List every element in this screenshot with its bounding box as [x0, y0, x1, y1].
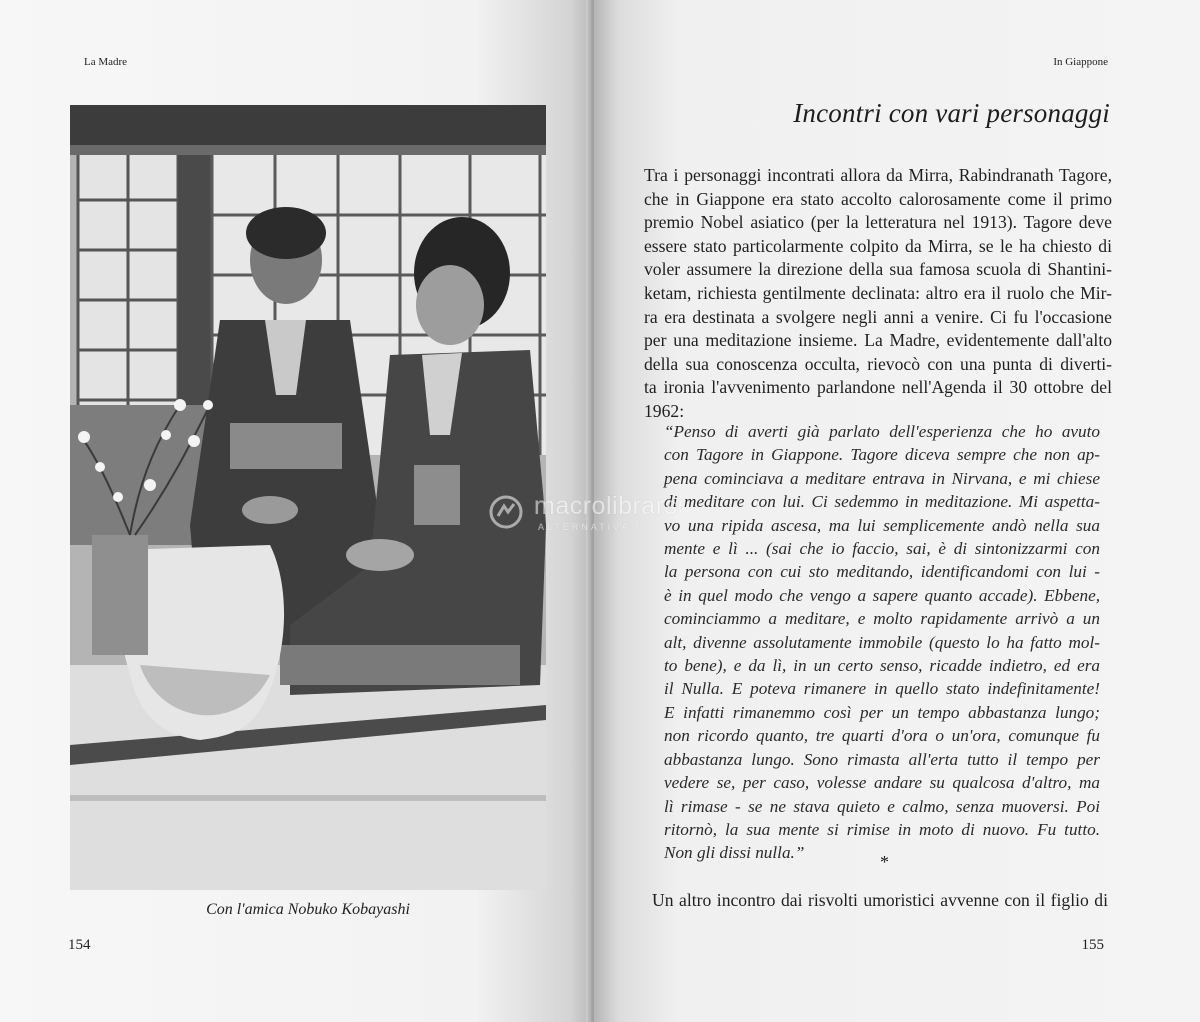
- paragraph-line: per una meditazione insieme. La Madre, evidentemente dall'alto: [644, 330, 1112, 351]
- quote-line: vedere se, per caso, volesse andare su qualcosa d'altro, ma: [664, 773, 1100, 793]
- chapter-title: Incontri con vari personaggi: [793, 98, 1110, 128]
- running-head-left: La Madre: [84, 56, 128, 68]
- quote-line: di meditare con lui. Ci sedemmo in meditazione. Mi aspetta-: [664, 492, 1100, 512]
- paragraph-line: voler assumere la direzione della sua famosa scuola di Shantini-: [644, 259, 1112, 280]
- section-separator: *: [880, 852, 889, 872]
- quote-line: lì rimase - se ne stava quieto e calmo, senza muoversi. Poi: [664, 796, 1100, 816]
- block-quote: [664, 420, 1100, 865]
- quote-line: E infatti rimanemmo così per un tempo abbastanza lungo;: [664, 702, 1100, 722]
- quote-line: alt, divenne assolutamente immobile (questo lo ha fatto mol-: [664, 632, 1100, 652]
- paragraph-line: essere stato particolarmente colpito da Mirra, se le ha chiesto di: [644, 235, 1112, 256]
- quote-line: il Nulla. E poteva rimanere in quello stato indefinitamente!: [664, 679, 1100, 699]
- quote-line: abbastanza lungo. Sono rimasta all'erta tutto il tempo per: [664, 749, 1100, 769]
- paragraph-line: che in Giappone era stato accolto calorosamente come il primo: [644, 188, 1112, 209]
- shoji-left: [78, 155, 178, 405]
- quote-line: “Penso di averti già parlato dell'esperienza che ho avuto: [664, 422, 1100, 441]
- quote-line: mente e lì ... (sai che io faccio, sai, è di sintonizzarmi con: [664, 539, 1100, 559]
- paragraph-line: 1962:: [644, 400, 685, 421]
- photo-illustration: [70, 105, 546, 890]
- closing-line: Un altro incontro dai risvolti umoristici avvenne con il figlio di: [652, 890, 1108, 910]
- quote-line: cominciammo a meditare, e molto rapidamente arrivò a un: [664, 609, 1100, 629]
- photograph: [70, 105, 546, 890]
- photo-caption: Con l'amica Nobuko Kobayashi: [206, 901, 410, 918]
- watermark-brand: macrolibrarsi: [534, 492, 684, 520]
- quote-line: Non gli dissi nulla.”: [664, 843, 805, 863]
- paragraph-line: della sua conoscenza occulta, rievocò con una punta di diverti-: [644, 353, 1112, 374]
- page-number-left: 154: [68, 937, 91, 953]
- quote-line: pena cominciava a meditare entrava in Nirvana, e mi chiese: [664, 468, 1100, 488]
- quote-line: to bene), e da lì, in un certo senso, ricadde indietro, ed era: [664, 656, 1100, 676]
- left-page: [0, 0, 594, 1022]
- quote-line: ritornò, la sua mente si rimise in moto di nuovo. Fu tutto.: [664, 819, 1100, 839]
- paragraph-line: Tra i personaggi incontrati allora da Mirra, Rabindranath Tagore,: [644, 165, 1112, 185]
- quote-line: è in quel modo che vengo a sapere quanto accade). Ebbene,: [664, 585, 1100, 605]
- page-number-right: 155: [1081, 937, 1104, 953]
- quote-line: la persona con cui sto meditando, identificandomi con lui -: [664, 562, 1100, 582]
- quote-line: con Tagore in Giappone. Tagore diceva sempre che non ap-: [664, 445, 1100, 465]
- body-paragraph: [644, 164, 1112, 424]
- watermark-tagline: ALTERNATIVA N: [538, 522, 646, 532]
- paragraph-line: ta ironia l'avvenimento parlandone nell'Agenda il 30 ottobre del: [644, 377, 1112, 398]
- quote-line: vo una ripida ascesa, ma lui semplicemente andò nella sua: [664, 515, 1100, 535]
- paragraph-line: ketam, richiesta gentilmente declinata: altro era il ruolo che Mir-: [644, 282, 1112, 303]
- running-head-right: In Giappone: [1053, 56, 1108, 68]
- quote-line: non ricordo quanto, tre quarti d'ora o un'ora, comunque fu: [664, 726, 1100, 746]
- paragraph-line: ra era destinata a svolgere negli anni a venire. Ci fu l'occasione: [644, 306, 1112, 327]
- paragraph-line: premio Nobel asiatico (per la letteratura nel 1913). Tagore deve: [644, 212, 1112, 233]
